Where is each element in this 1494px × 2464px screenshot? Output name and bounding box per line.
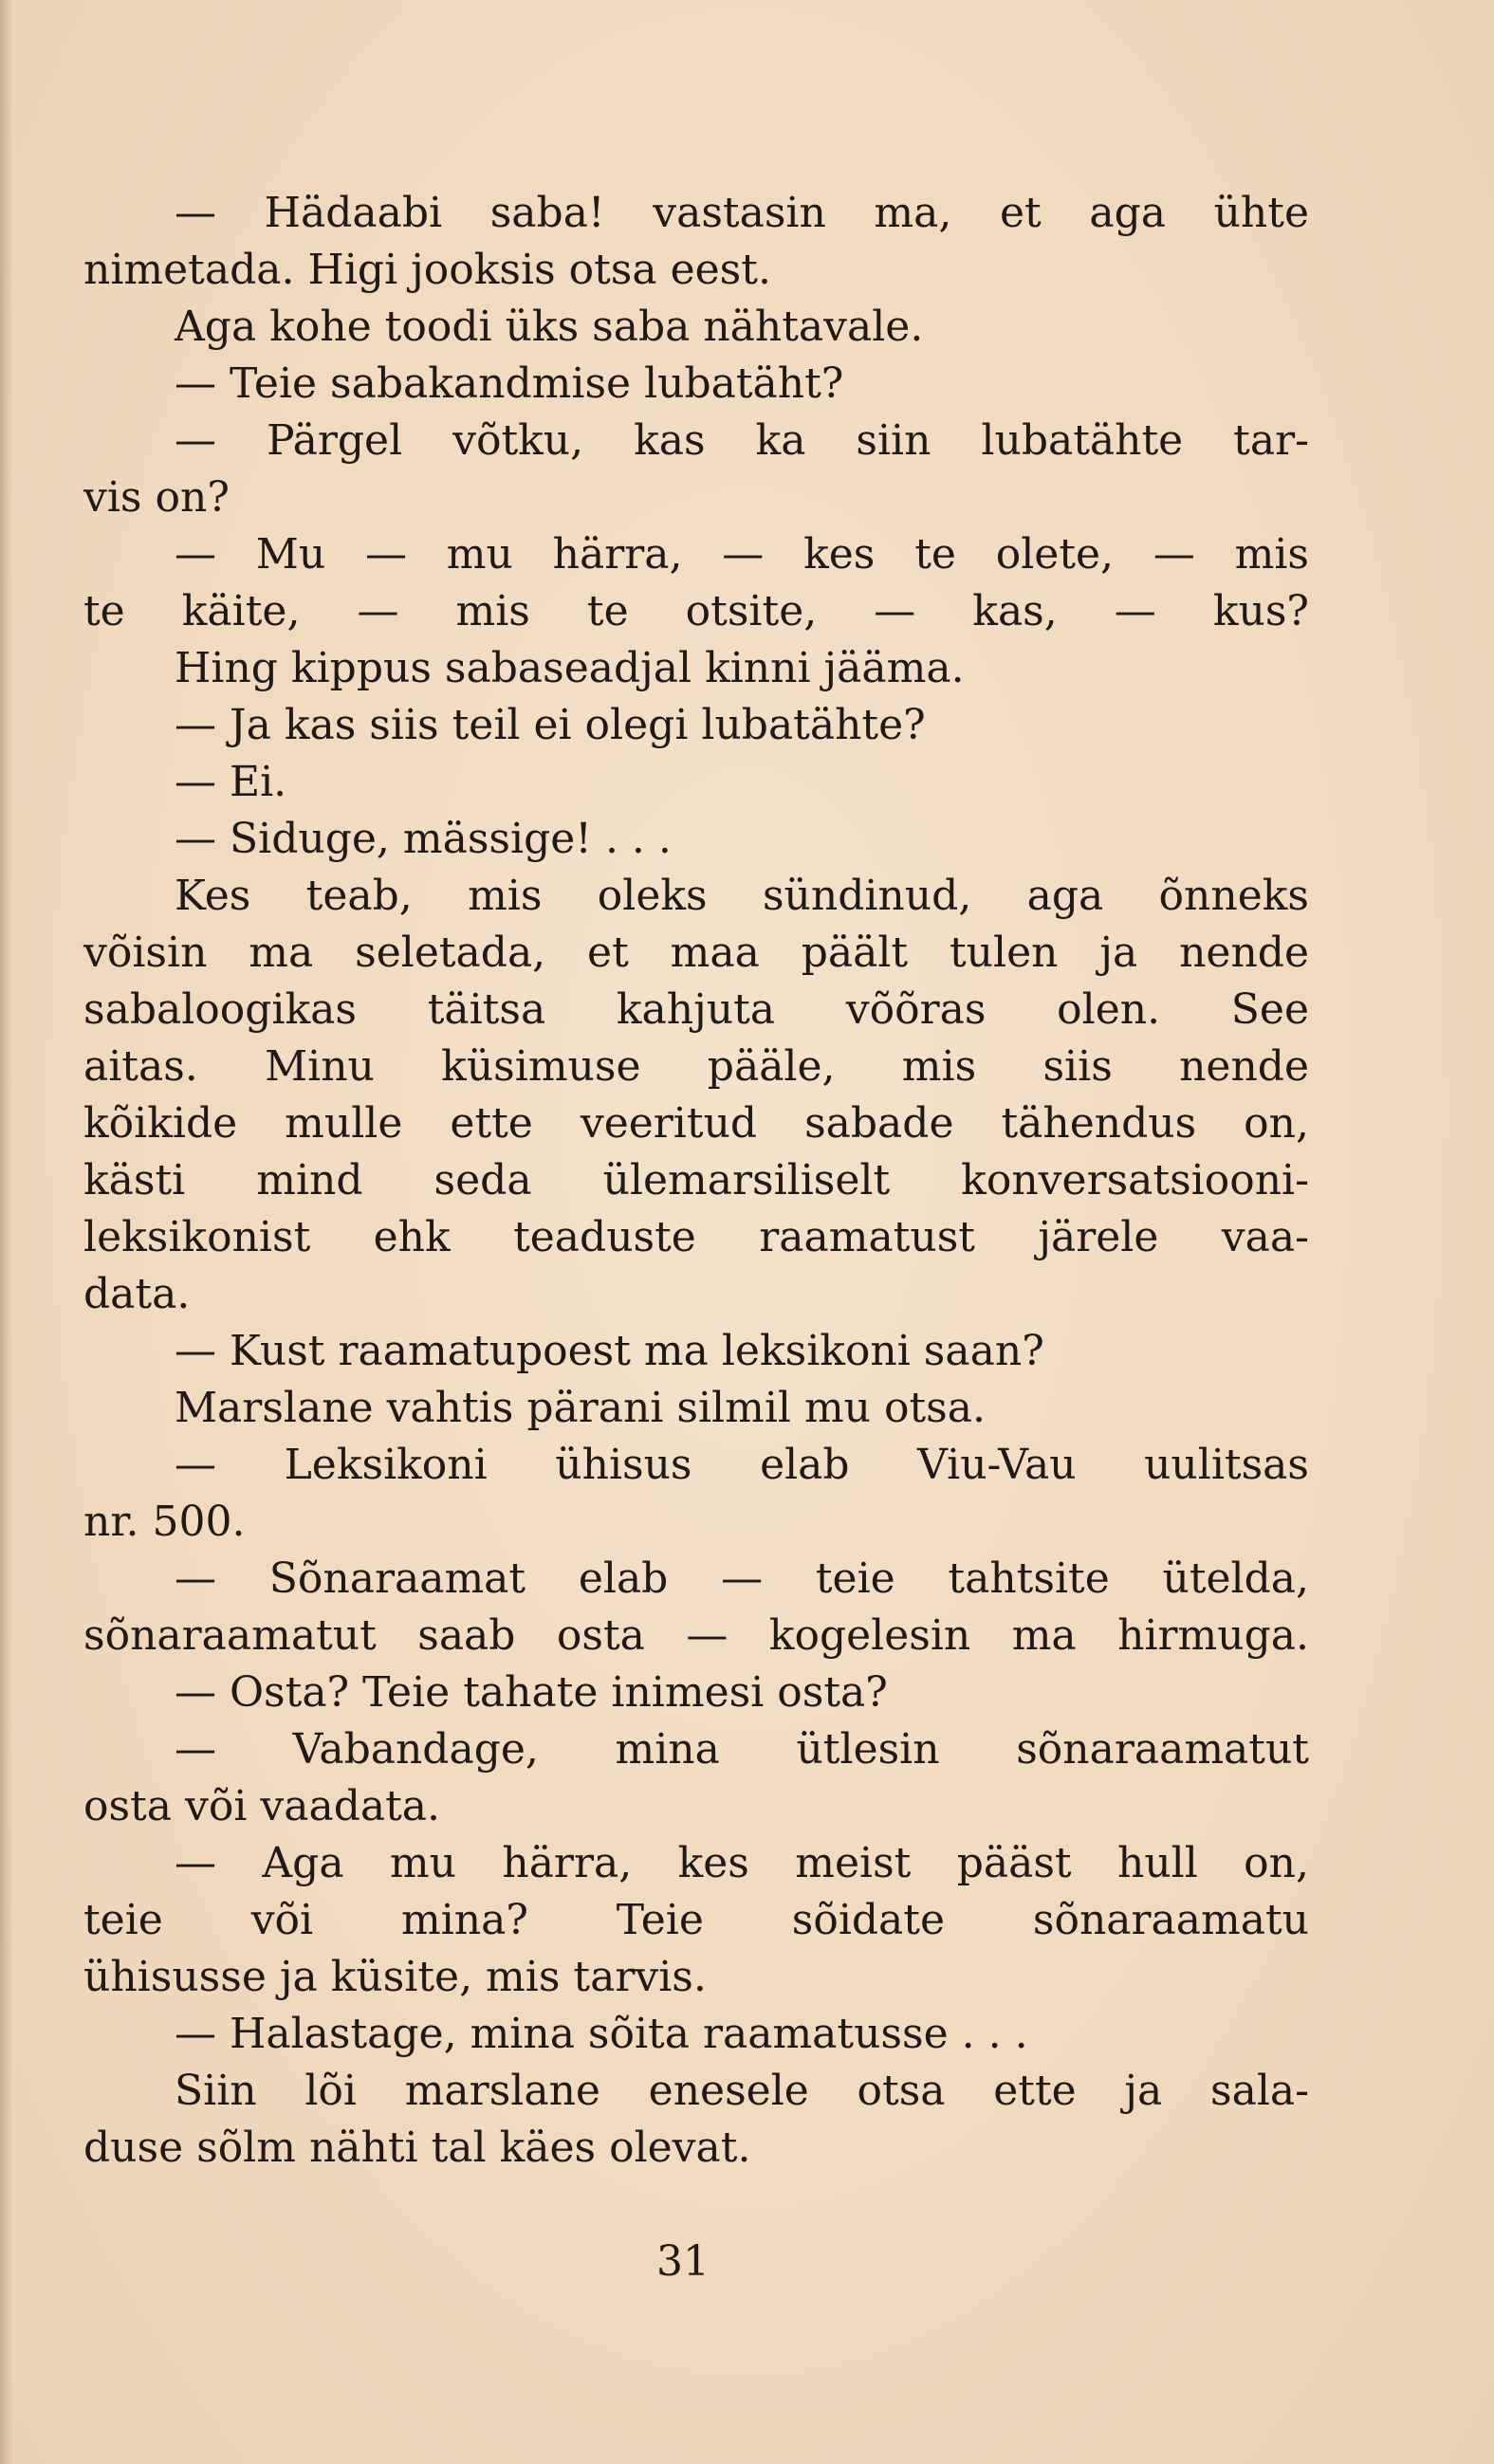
text-line: — Halastage, mina sõita raamatusse . . . (175, 2010, 1028, 2058)
text-line: — Teie sabakandmise lubatäht? (175, 359, 844, 408)
text-line: — Kust raamatupoest ma leksikoni saan? (175, 1327, 1044, 1375)
text-line: Marslane vahtis pärani silmil mu otsa. (175, 1384, 986, 1432)
text-line: — Ei. (175, 758, 287, 806)
text-line: teie või mina? Teie sõidate sõnaraamatu (83, 1896, 1309, 1944)
text-line: — Mu — mu härra, — kes te olete, — mis (175, 530, 1309, 579)
text-line: — Hädaabi saba! vastasin ma, et aga ühte (175, 189, 1309, 237)
text-line: — Ja kas siis teil ei olegi lubatähte? (175, 701, 926, 749)
text-line: Aga kohe toodi üks saba nähtavale. (175, 303, 924, 351)
text-line: — Leksikoni ühisus elab Viu-Vau uulitsas (175, 1441, 1309, 1489)
text-line: data. (83, 1270, 191, 1318)
body-text (83, 185, 1309, 2177)
text-line: — Pärgel võtku, kas ka siin lubatähte tar- (175, 416, 1309, 465)
page-number: 31 (656, 2237, 710, 2286)
text-line: — Osta? Teie tahate inimesi osta? (175, 1668, 888, 1717)
text-line: kästi mind seda ülemarsiliselt konversatsiooni- (83, 1156, 1309, 1204)
text-line: Siin lõi marslane enesele otsa ette ja sala- (175, 2067, 1309, 2115)
text-line: Hing kippus sabaseadjal kinni jääma. (175, 644, 965, 692)
text-line: võisin ma seletada, et maa päält tulen ja nende (83, 929, 1309, 977)
text-line: — Siduge, mässige! . . . (175, 815, 672, 863)
text-line: — Sõnaraamat elab — teie tahtsite ütelda, (175, 1554, 1309, 1603)
text-line: te käite, — mis te otsite, — kas, — kus? (83, 587, 1309, 635)
text-line: osta või vaadata. (83, 1782, 440, 1830)
text-line: Kes teab, mis oleks sündinud, aga õnneks (175, 872, 1309, 920)
text-line: duse sõlm nähti tal käes olevat. (83, 2124, 751, 2172)
text-line: ühisusse ja küsite, mis tarvis. (83, 1953, 707, 2001)
text-line: aitas. Minu küsimuse pääle, mis siis nende (83, 1042, 1309, 1091)
text-line: kõikide mulle ette veeritud sabade tähendus on, (83, 1099, 1309, 1148)
text-line: — Vabandage, mina ütlesin sõnaraamatut (175, 1725, 1309, 1774)
text-line: nimetada. Higi jooksis otsa eest. (83, 246, 771, 294)
page-binding-edge (0, 0, 13, 2464)
text-line: sabaloogikas täitsa kahjuta võõras olen. See (83, 985, 1309, 1034)
text-line: vis on? (83, 473, 230, 522)
text-line: nr. 500. (83, 1498, 246, 1546)
text-line: sõnaraamatut saab osta — kogelesin ma hirmuga. (83, 1611, 1309, 1660)
text-line: leksikonist ehk teaduste raamatust järele vaa- (83, 1213, 1309, 1261)
text-line: — Aga mu härra, kes meist pääst hull on, (175, 1839, 1309, 1887)
